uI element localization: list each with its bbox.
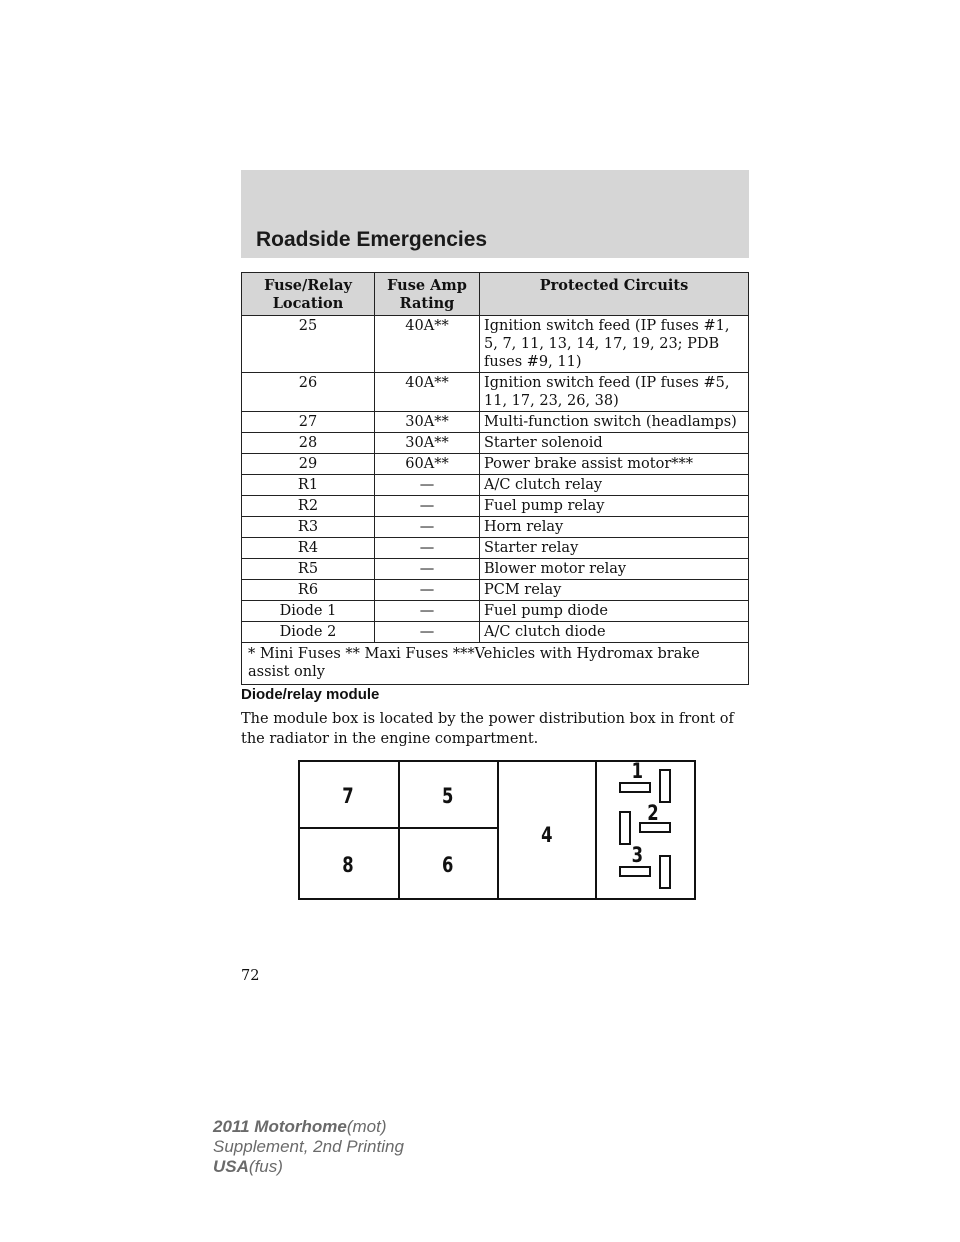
column-header-amp-rating: Fuse Amp Rating [375,273,480,316]
document-footer [213,1117,404,1177]
cell-amp-rating: — [375,622,480,643]
cell-protected-circuits: Ignition switch feed (IP fuses #5, 11, 17, 23, 26, 38) [480,373,749,412]
cell-protected-circuits: Fuel pump diode [480,601,749,622]
footer-market-code: (fus) [248,1157,283,1176]
cell-location: 27 [242,412,375,433]
position-label-7: 7 [342,785,354,809]
fuse-relay-table [241,272,749,685]
cell-location: R2 [242,496,375,517]
table-row [242,538,749,559]
cell-protected-circuits: Ignition switch feed (IP fuses #1, 5, 7, 11, 13, 14, 17, 19, 23; PDB fuses #9, 11) [480,316,749,373]
table-row [242,496,749,517]
page-number: 72 [241,968,260,984]
cell-location: 25 [242,316,375,373]
position-label-4: 4 [541,824,553,848]
cell-protected-circuits: Blower motor relay [480,559,749,580]
cell-amp-rating: 40A** [375,316,480,373]
footer-market: USA [213,1157,249,1176]
table-row [242,517,749,538]
footer-line-3 [213,1157,404,1177]
table-row [242,433,749,454]
position-label-5: 5 [442,785,454,809]
table-row [242,475,749,496]
cell-protected-circuits: Power brake assist motor*** [480,454,749,475]
column-header-protected-circuits: Protected Circuits [480,273,749,316]
cell-protected-circuits: PCM relay [480,580,749,601]
relay-3-pin-vertical [660,856,670,888]
section-heading: Diode/relay module [241,686,380,703]
cell-protected-circuits: Starter solenoid [480,433,749,454]
table-row [242,601,749,622]
relay-label-1: 1 [631,760,644,784]
cell-protected-circuits: A/C clutch relay [480,475,749,496]
footer-line-2: Supplement, 2nd Printing [213,1137,404,1156]
table-row [242,412,749,433]
relay-label-2: 2 [647,802,659,826]
table-row [242,559,749,580]
cell-amp-rating: — [375,517,480,538]
cell-location: R4 [242,538,375,559]
relay-1-pin-horizontal [620,783,650,792]
column-header-location: Fuse/Relay Location [242,273,375,316]
cell-protected-circuits: A/C clutch diode [480,622,749,643]
relay-3-pin-horizontal [620,867,650,876]
footer-title: 2011 Motorhome [213,1117,347,1136]
cell-amp-rating: 60A** [375,454,480,475]
table-footnote: * Mini Fuses ** Maxi Fuses ***Vehicles with Hydromax brake assist only [242,643,749,685]
cell-amp-rating: 40A** [375,373,480,412]
diode-relay-module-diagram [298,760,696,900]
section-title: Roadside Emergencies [256,228,488,251]
cell-location: R6 [242,580,375,601]
cell-amp-rating: — [375,559,480,580]
table-row [242,580,749,601]
cell-amp-rating: — [375,580,480,601]
relay-label-3: 3 [631,844,644,868]
cell-amp-rating: 30A** [375,412,480,433]
table-footnote-row [242,643,749,685]
cell-location: Diode 2 [242,622,375,643]
cell-protected-circuits: Multi-function switch (headlamps) [480,412,749,433]
position-label-8: 8 [342,854,354,878]
cell-amp-rating: — [375,496,480,517]
cell-location: R1 [242,475,375,496]
cell-protected-circuits: Horn relay [480,517,749,538]
cell-amp-rating: — [375,601,480,622]
cell-amp-rating: — [375,538,480,559]
cell-location: R3 [242,517,375,538]
cell-location: 29 [242,454,375,475]
position-label-6: 6 [442,854,454,878]
table-row [242,622,749,643]
cell-protected-circuits: Starter relay [480,538,749,559]
table-row [242,373,749,412]
cell-amp-rating: — [375,475,480,496]
footer-line-1 [213,1117,404,1137]
table-row [242,454,749,475]
cell-location: 26 [242,373,375,412]
cell-location: R5 [242,559,375,580]
section-body-text: The module box is located by the power distribution box in front of the radiator in the engine compartment. [241,711,734,747]
cell-location: Diode 1 [242,601,375,622]
cell-location: 28 [242,433,375,454]
cell-protected-circuits: Fuel pump relay [480,496,749,517]
relay-2-pin-vertical [620,812,630,844]
table-row [242,316,749,373]
table-header-row [242,273,749,316]
footer-code: (mot) [346,1117,387,1136]
cell-amp-rating: 30A** [375,433,480,454]
relay-1-pin-vertical [660,770,670,802]
